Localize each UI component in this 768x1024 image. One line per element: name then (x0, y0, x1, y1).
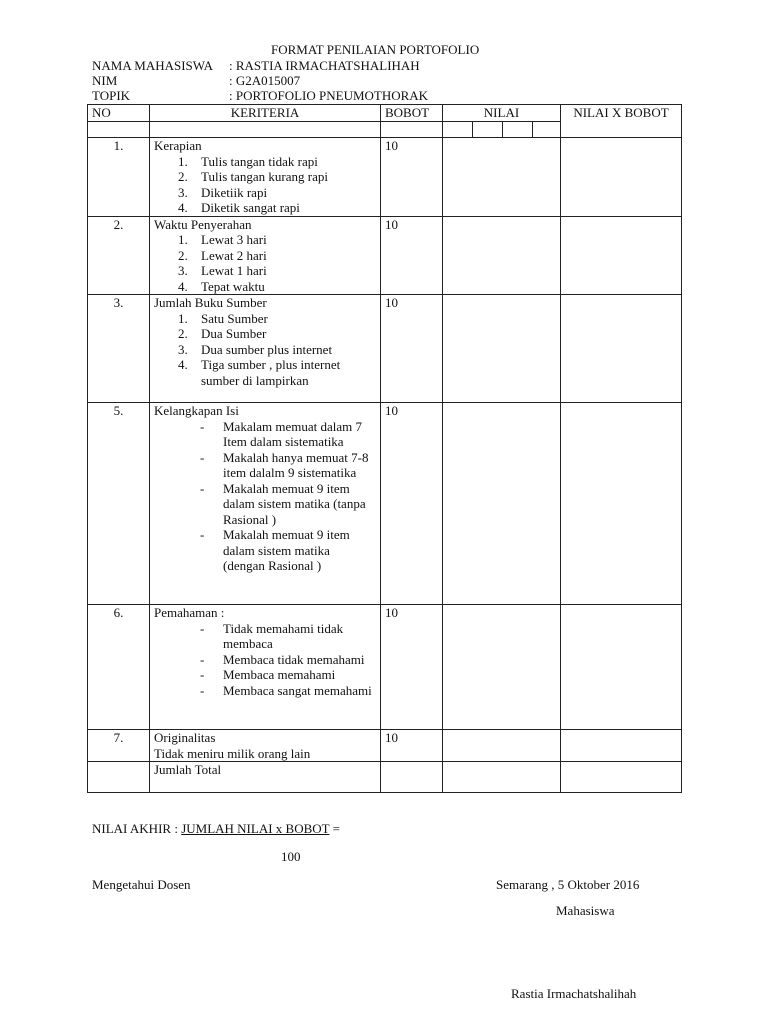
assessment-table (87, 104, 682, 793)
header-nilai: NILAI (443, 105, 561, 122)
criteria-list (154, 232, 380, 294)
row-no: 2. (88, 216, 150, 295)
row-bobot: 10 (381, 605, 443, 730)
mengetahui-dosen: Mengetahui Dosen (92, 877, 191, 892)
row-bobot: 10 (381, 138, 443, 217)
nama-value: : RASTIA IRMACHATSHALIHAH (229, 58, 420, 73)
criteria-list (154, 154, 380, 216)
criteria-title: Pemahaman : (154, 605, 225, 620)
row-no: 6. (88, 605, 150, 730)
row-kriteria (150, 295, 381, 403)
mahasiswa-name: Rastia Irmachatshalihah (511, 986, 637, 1001)
table-row (88, 216, 682, 295)
row-kriteria (150, 403, 381, 605)
row-nilai (443, 730, 561, 762)
criteria-description: Tidak meniru milik orang lain (154, 745, 311, 761)
total-bobot (381, 762, 443, 793)
row-nilai-x-bobot (561, 605, 682, 730)
row-no: 7. (88, 730, 150, 762)
header-no: NO (88, 105, 150, 122)
row-kriteria (150, 730, 381, 762)
header-kriteria: KERITERIA (150, 105, 381, 122)
sub-empty-bobot (381, 122, 443, 138)
table-row (88, 730, 682, 762)
document-title: FORMAT PENILAIAN PORTOFOLIO (271, 42, 480, 57)
row-kriteria (150, 605, 381, 730)
row-nilai (443, 138, 561, 217)
nilai-subcell-1 (443, 122, 473, 137)
nama-label: NAMA MAHASISWA (92, 58, 213, 73)
formula-equals: = (329, 821, 340, 836)
list-item: 1. Satu Sumber (178, 310, 268, 326)
row-nilai-x-bobot (561, 216, 682, 295)
nilai-subcell-3 (503, 122, 533, 137)
table-row (88, 605, 682, 730)
criteria-title: Kerapian (154, 138, 202, 153)
formula-denominator: 100 (281, 849, 301, 864)
row-nilai-x-bobot (561, 295, 682, 403)
criteria-title: Jumlah Buku Sumber (154, 295, 267, 310)
row-nilai (443, 605, 561, 730)
nama-value-text: RASTIA IRMACHATSHALIHAH (235, 58, 420, 73)
list-item: - Makalah memuat 9 item dalam sistem matika (dengan Rasional ) (200, 527, 350, 573)
row-nilai (443, 216, 561, 295)
list-item: 3. Dua sumber plus internet (178, 341, 333, 357)
header-bobot: BOBOT (381, 105, 443, 122)
row-nilai-x-bobot (561, 138, 682, 217)
total-nilai-x-bobot (561, 762, 682, 793)
row-bobot: 10 (381, 403, 443, 605)
criteria-list (154, 419, 380, 574)
list-item: - Makalah memuat 9 item dalam sistem matika (tanpa Rasional ) (200, 480, 366, 527)
row-kriteria (150, 138, 381, 217)
list-item: 3. Diketiik rapi (178, 184, 268, 200)
place-date: Semarang , 5 Oktober 2016 (496, 877, 640, 892)
topik-label: TOPIK (92, 88, 131, 103)
criteria-title: Originalitas (154, 730, 216, 745)
table-row (88, 403, 682, 605)
total-label: Jumlah Total (150, 762, 381, 793)
sub-empty-no (88, 122, 150, 138)
list-item: 4. Diketik sangat rapi (178, 200, 300, 215)
criteria-title: Kelangkapan Isi (154, 403, 239, 418)
list-item: 3. Lewat 1 hari (178, 263, 267, 278)
criteria-list (154, 311, 380, 389)
row-nilai-x-bobot (561, 403, 682, 605)
row-nilai-x-bobot (561, 730, 682, 762)
nim-value: : G2A015007 (229, 73, 301, 88)
topik-value-text: PORTOFOLIO PNEUMOTHORAK (235, 88, 429, 103)
header-nilai-x-bobot: NILAI X BOBOT (561, 105, 682, 138)
total-row (88, 762, 682, 793)
nilai-akhir-formula (92, 821, 340, 836)
row-no: 5. (88, 403, 150, 605)
row-nilai (443, 403, 561, 605)
topik-value: : PORTOFOLIO PNEUMOTHORAK (229, 88, 429, 103)
row-bobot: 10 (381, 295, 443, 403)
table-row (88, 138, 682, 217)
nilai-akhir-label: NILAI AKHIR : (92, 821, 182, 836)
mahasiswa-label: Mahasiswa (556, 903, 615, 918)
row-kriteria (150, 216, 381, 295)
criteria-list (154, 621, 380, 699)
list-item: 4. Tepat waktu (178, 278, 265, 294)
list-item: 2. Dua Sumber (178, 326, 267, 341)
list-item: 1. Lewat 3 hari (178, 232, 267, 247)
row-bobot: 10 (381, 216, 443, 295)
list-item: - Membaca sangat memahami (200, 682, 372, 698)
list-item: - Tidak memahami tidak membaca (200, 620, 344, 651)
list-item: - Makalah hanya memuat 7-8 item dalalm 9 sistematika (200, 449, 369, 480)
list-item: 1. Tulis tangan tidak rapi (178, 153, 318, 169)
list-item: 2. Tulis tangan kurang rapi (178, 169, 328, 184)
criteria-title: Waktu Penyerahan (154, 216, 252, 232)
nim-label: NIM (92, 73, 118, 88)
nilai-score-subcells (443, 122, 561, 138)
row-no: 3. (88, 295, 150, 403)
sub-empty-kriteria (150, 122, 381, 138)
list-item: 4. Tiga sumber , plus internet sumber di lampirkan (178, 357, 341, 388)
formula-numerator: JUMLAH NILAI x BOBOT (181, 821, 330, 836)
list-item: - Membaca tidak memahami (200, 651, 365, 667)
list-item: 2. Lewat 2 hari (178, 247, 267, 263)
table-row (88, 295, 682, 403)
list-item: - Membaca memahami (200, 667, 336, 682)
total-nilai (443, 762, 561, 793)
row-nilai (443, 295, 561, 403)
row-bobot: 10 (381, 730, 443, 762)
list-item: - Makalam memuat dalam 7 Item dalam sistematika (200, 418, 362, 449)
total-no (88, 762, 150, 793)
nim-value-text: G2A015007 (235, 73, 301, 88)
nilai-subcell-2 (473, 122, 503, 137)
row-no: 1. (88, 138, 150, 217)
table-header-row (88, 105, 682, 122)
